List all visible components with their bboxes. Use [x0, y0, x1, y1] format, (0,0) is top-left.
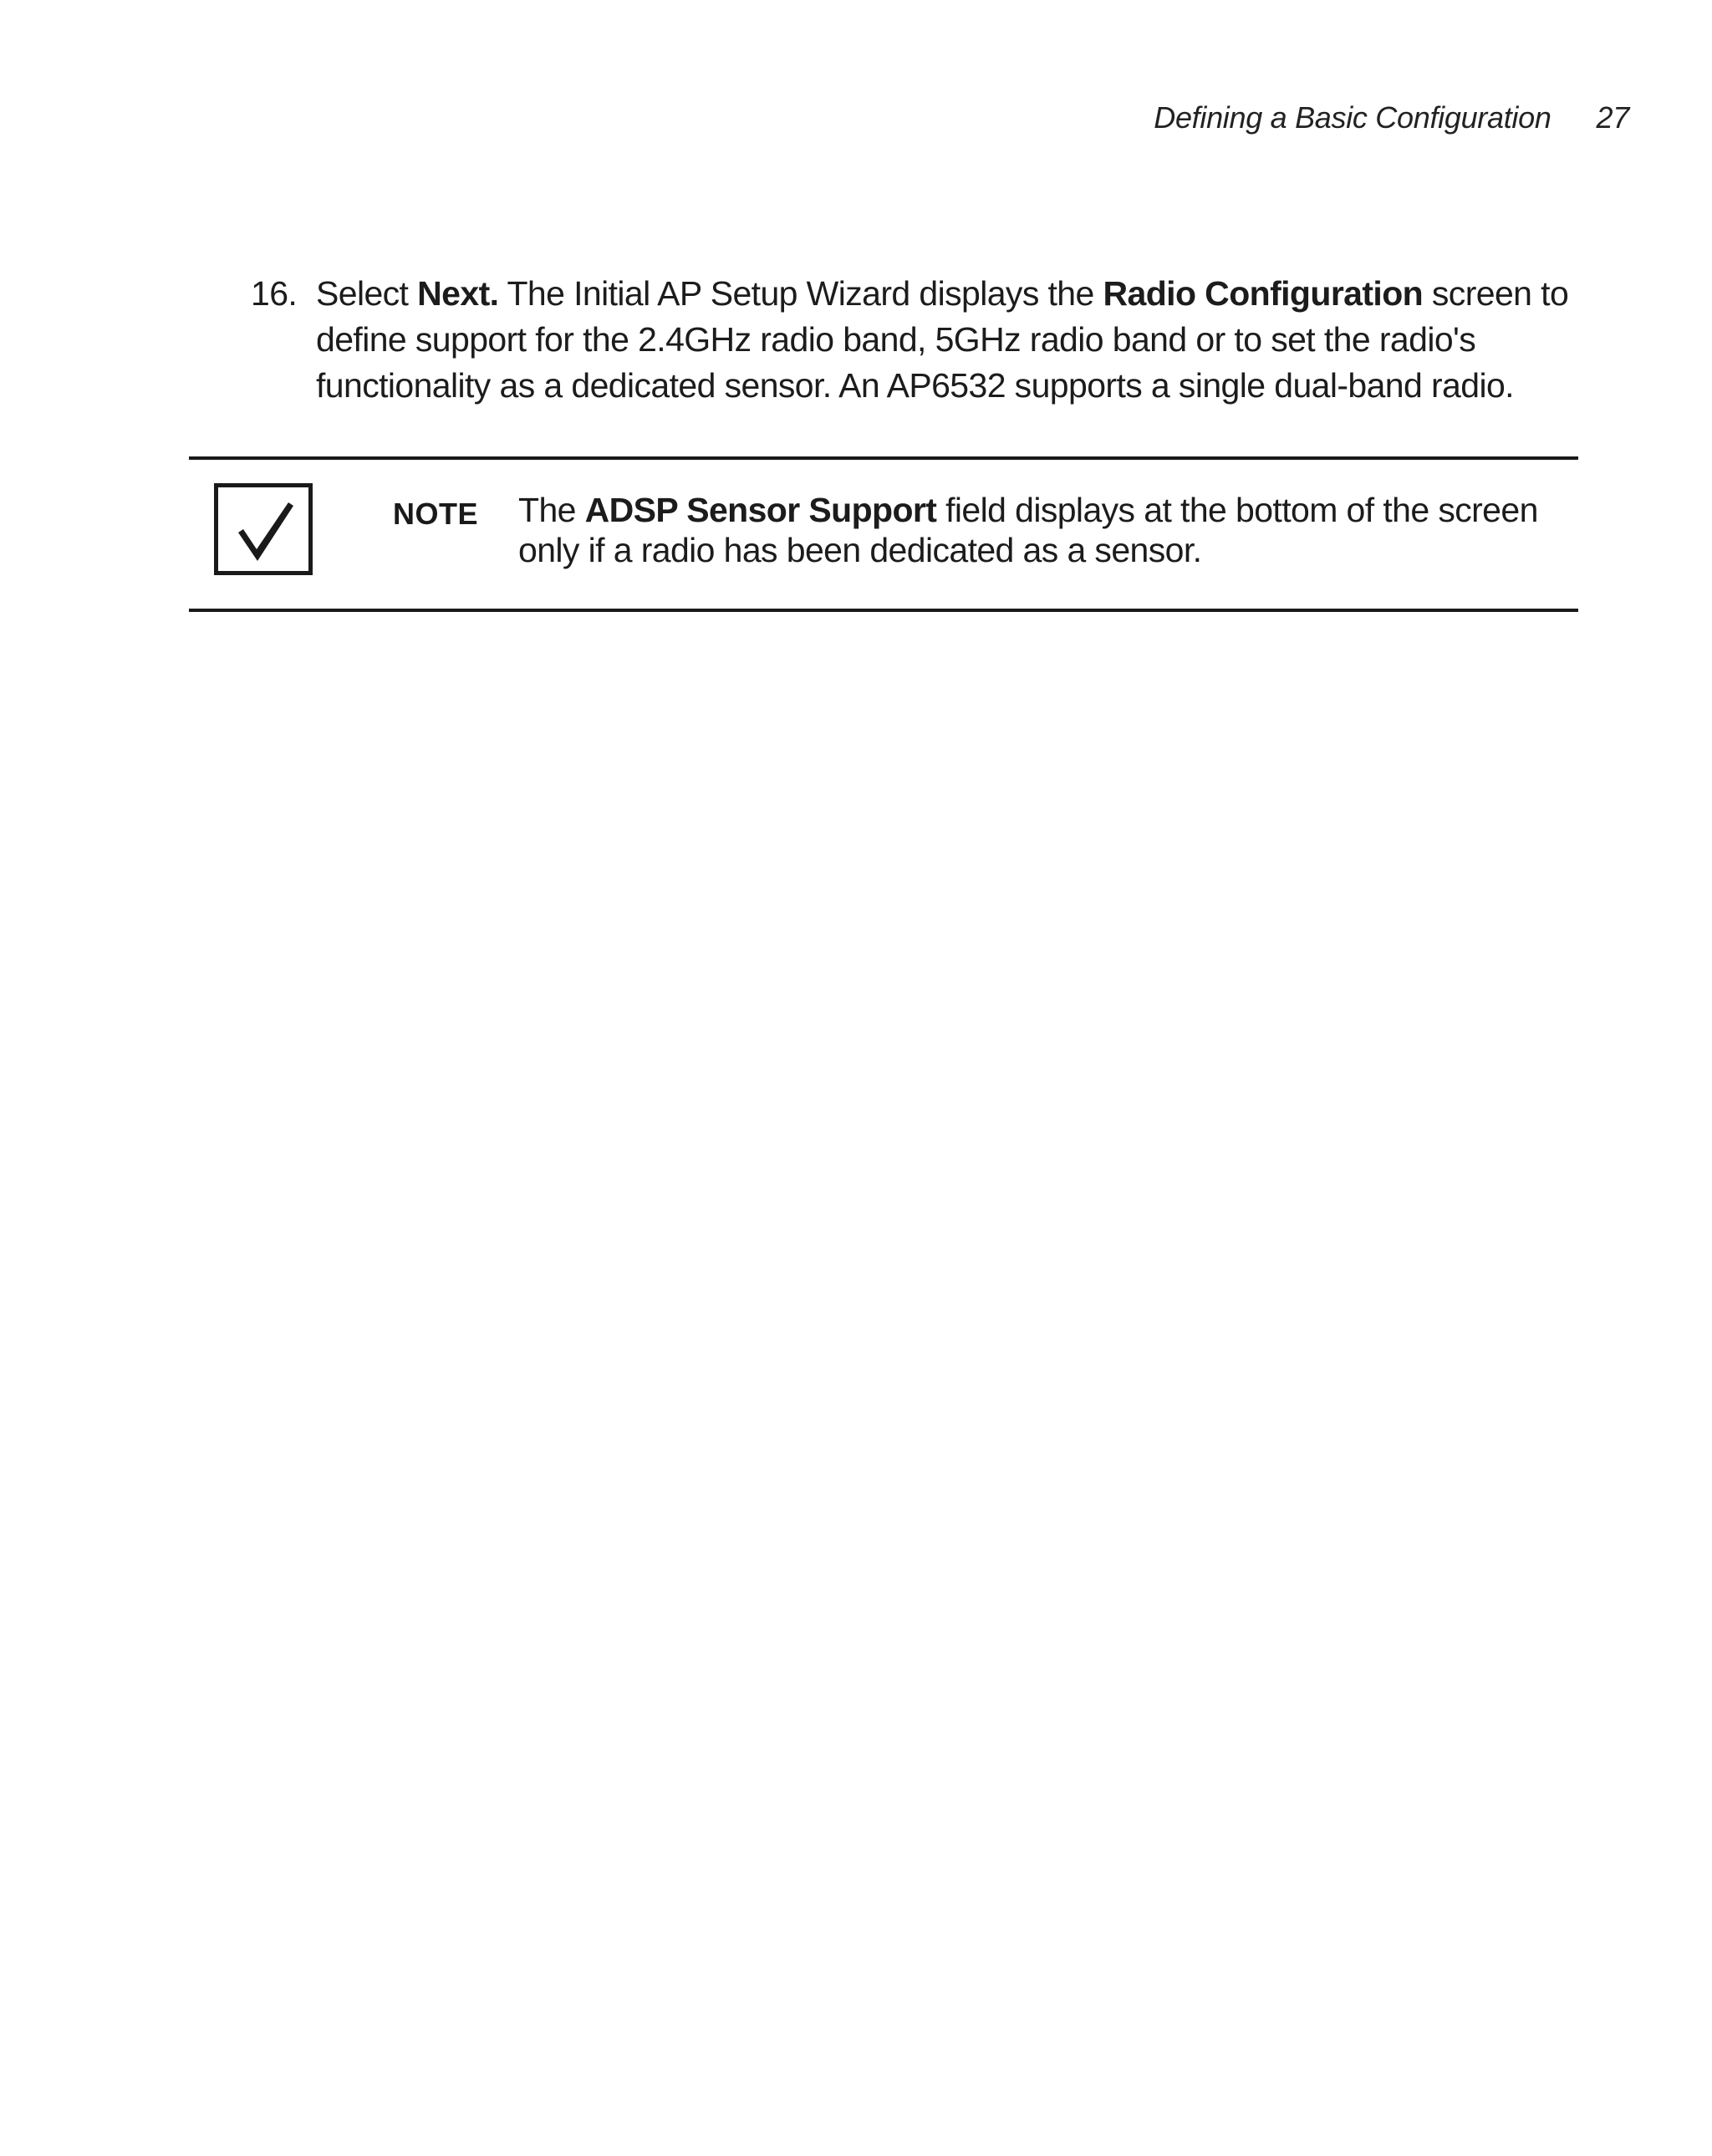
note-bold-adsp-sensor-support: ADSP Sensor Support	[584, 491, 937, 529]
section-title: Defining a Basic Configuration	[1154, 100, 1552, 135]
step-text-part-1: Select	[316, 274, 418, 313]
page-number: 27	[1596, 100, 1629, 135]
running-header	[1154, 100, 1629, 135]
note-block	[189, 456, 1578, 612]
step-text-part-3: screen to define support for the 2.4GHz radio band, 5GHz radio band or to set the radio's functionality as a dedicated sensor. An AP6532 supports a single dual-band radio.	[316, 274, 1569, 405]
note-label: NOTE	[393, 497, 479, 531]
step-bold-radio-configuration: Radio Configuration	[1103, 274, 1424, 313]
note-text	[518, 490, 1555, 570]
checkmark-icon	[214, 483, 313, 575]
note-text-part-2: field displays at the bottom of the screen only if a radio has been dedicated as a sensor.	[518, 491, 1538, 569]
step-text-part-2: The Initial AP Setup Wizard displays the	[498, 274, 1103, 313]
step-text	[316, 271, 1588, 409]
step-16	[251, 271, 1588, 409]
step-bold-next: Next.	[417, 274, 499, 313]
step-number: 16.	[251, 274, 298, 313]
note-text-part-1: The	[518, 491, 585, 529]
